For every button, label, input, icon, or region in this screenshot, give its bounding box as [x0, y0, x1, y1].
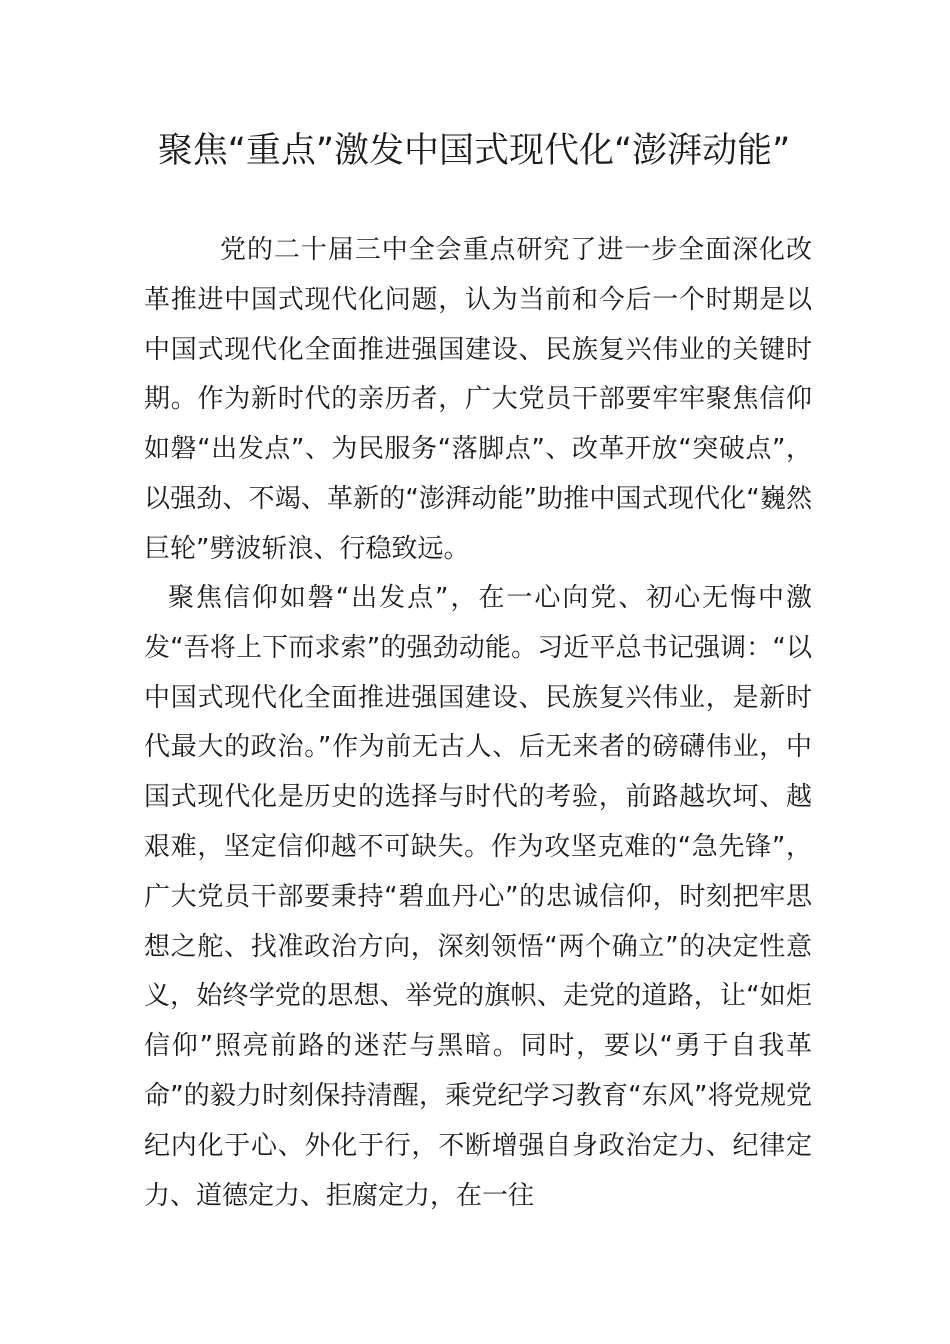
paragraph-intro: 党的二十届三中全会重点研究了进一步全面深化改革推进中国式现代化问题，认为当前和今后一个时期是以中国式现代化全面推进强国建设、民族复兴伟业的关键时期。作为新时代的亲历者，广大党员干部要牢牢聚焦信仰如磐“出发点”、为民服务“落脚点”、改革开放“突破点”，以强劲、不竭、革新的“澎湃动能”助推中国式现代化“巍然巨轮”劈波斩浪、行稳致远。 — [144, 235, 812, 564]
paragraph-body: 聚焦信仰如磐“出发点”，在一心向党、初心无悔中激发“吾将上下而求索”的强劲动能。习近平总书记强调：“以中国式现代化全面推进强国建设、民族复兴伟业，是新时代最大的政治。”作为前无古人、后无来者的磅礴伟业，中国式现代化是历史的选择与时代的考验，前路越坎坷、越艰难，坚定信仰越不可缺失。作为攻坚克难的“急先锋”，广大党员干部要秉持“碧血丹心”的忠诚信仰，时刻把牢思想之舵、找准政治方向，深刻领悟“两个确立”的决定性意义，始终学党的思想、举党的旗帜、走党的道路，让“如炬信仰”照亮前路的迷茫与黑暗。同时，要以“勇于自我革命”的毅力时刻保持清醒，乘党纪学习教育“东风”将党规党纪内化于心、外化于行，不断增强自身政治定力、纪律定力、道德定力、拒腐定力，在一往 — [144, 583, 812, 1211]
document-title: 聚焦“重点”激发中国式现代化“澎湃动能” — [157, 131, 791, 171]
